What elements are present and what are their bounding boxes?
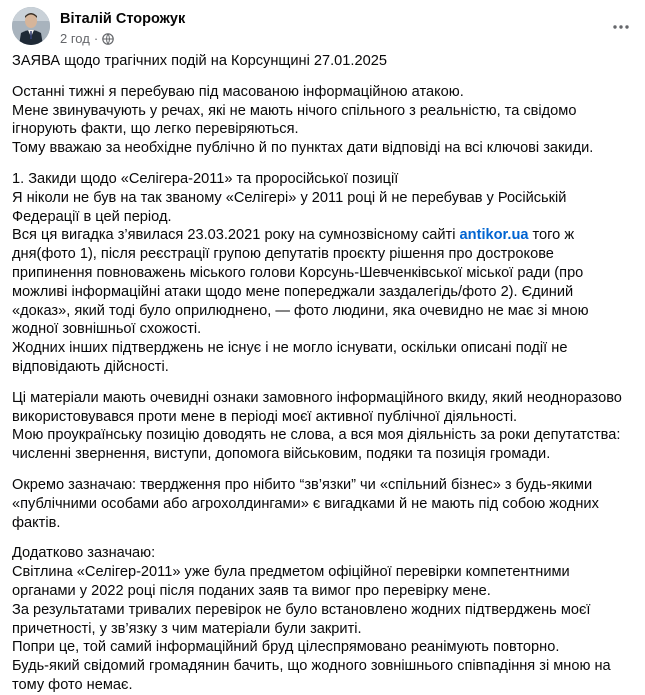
post-body: [12, 52, 634, 695]
meta-separator: ·: [93, 31, 99, 46]
section1-line-2: [12, 226, 634, 339]
para2-line-1: Ці матеріали мають очевидні ознаки замовного інформаційного вкиду, який неодноразово використовувався проти мене в періоді моєї активної публічної діяльності.: [12, 389, 622, 425]
post-time[interactable]: 2 год: [60, 31, 90, 46]
section1-line-2-end: того ж дня(фото 1), після реєстрації групою депутатів проєкту рішення про дострокове припинення повноважень міського голови Корсунь-Шевченківської міської ради (про можливі інформаційні атаки щодо мене попереджали заздалегідь/фото 2). Єдиний «доказ», який тоді було оприлюднено, — фото людини, яка очевидно не має зі мною жодної зовнішньої схожості.: [12, 227, 589, 338]
post-title: ЗАЯВА щодо трагічних подій на Корсунщині 27.01.2025: [12, 53, 387, 69]
globe-icon: [102, 33, 114, 45]
para3: Окремо зазначаю: твердження про нібито “зв’язки” чи «спільний бізнес» з будь-якими «публічними особами або агрохолдингами» є вигадками й не мають під собою жодних фактів.: [12, 476, 599, 531]
para4-line-3: За результатами тривалих перевірок не було встановлено жодних підтверджень моєї причетності, у зв’язку з чим матеріали були закриті.: [12, 601, 591, 637]
profile-photo: [12, 7, 50, 45]
section1-line-1: Я ніколи не був на так званому «Селігері» у 2011 році й не перебував у Російській Федерації в цей період.: [12, 189, 567, 225]
intro-line-2: Мене звинувачують у речах, які не мають нічого спільного з реальністю, та свідомо ігнорують факти, що легко перевіряються.: [12, 102, 577, 138]
post-header: [12, 7, 633, 47]
post-meta: [60, 31, 114, 46]
antikor-link[interactable]: antikor.ua: [459, 227, 529, 244]
section1-heading: 1. Закиди щодо «Селігера-2011» та проросійської позиції: [12, 170, 399, 187]
para4-line-4: Попри це, той самий інформаційний бруд цілеспрямовано реанімують повторно.: [12, 639, 560, 656]
more-options-icon[interactable]: [611, 17, 631, 37]
para4-line-1: Додатково зазначаю:: [12, 545, 156, 562]
section1-line-3: Жодних інших підтверджень не існує і не могло існувати, оскільки описані події не відповідають дійсності.: [12, 340, 568, 375]
para4-line-5: Будь-який свідомий громадянин бачить, що жодного зовнішнього співпадіння зі мною на тому фото немає.: [12, 658, 611, 693]
avatar[interactable]: [12, 7, 50, 45]
intro-line-3: Тому вважаю за необхідне публічно й по пунктах дати відповіді на всі ключові закиди.: [12, 140, 594, 157]
author-name[interactable]: Віталій Сторожук: [60, 11, 186, 27]
intro-line-1: Останні тижні я перебуваю під масованою інформаційною атакою.: [12, 83, 464, 100]
section1-line-2-start: Вся ця вигадка з’явилася 23.03.2021 року на сумнозвісному сайті: [12, 227, 460, 244]
para4-line-2: Світлина «Селігер-2011» уже була предметом офіційної перевірки компетентними органами у 2022 році після поданих заяв та вимог про перевірку мене.: [12, 564, 570, 599]
para2-line-2: Мою проукраїнську позицію доводять не слова, а вся моя діяльність за роки депутатства: численні звернення, виступи, допомога військовим, подяки та позиція громади.: [12, 427, 621, 463]
